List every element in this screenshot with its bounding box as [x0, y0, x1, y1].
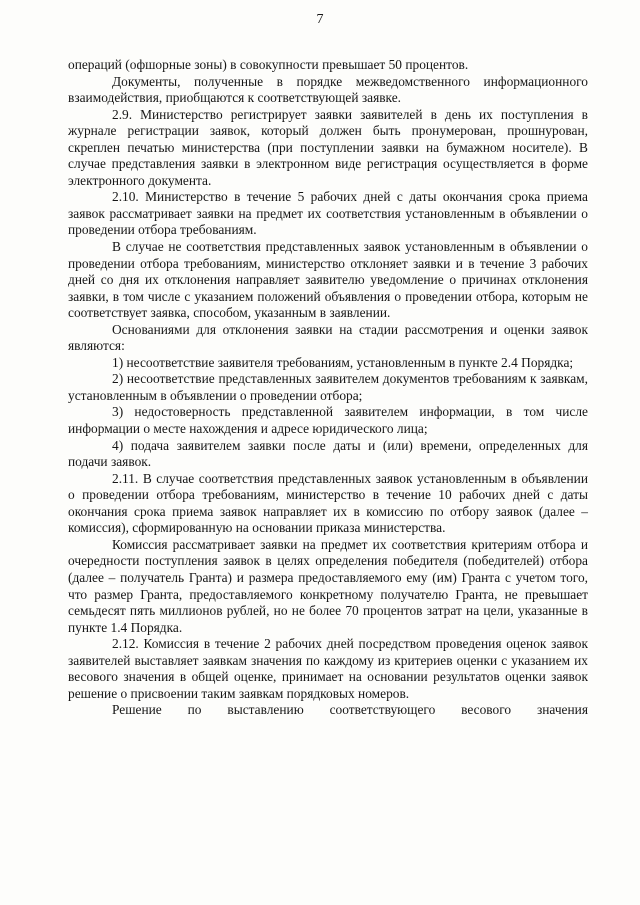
paragraph: 2.10. Министерство в течение 5 рабочих дней с даты окончания срока приема заявок рассматривает заявки на предмет их соответствия установленным в объявлении о проведении отбора требованиям. — [68, 189, 588, 238]
page-number: 7 — [316, 12, 324, 27]
paragraph: Основаниями для отклонения заявки на стадии рассмотрения и оценки заявок являются: — [68, 321, 588, 354]
paragraph: 3) недостоверность представленной заявителем информации, в том числе информации о месте нахождения и адресе юридического лица; — [68, 404, 588, 437]
paragraph: 2.11. В случае соответствия представленных заявок установленным в объявлении о проведении отбора требованиям, министерство в течение 10 рабочих дней с даты окончания срока приема заявок направляет их в комиссию по отбору заявок (далее – комиссия), сформированную на основании приказа министерства. — [68, 470, 588, 536]
paragraph: Документы, полученные в порядке межведомственного информационного взаимодействия, приобщаются к соответствующей заявке. — [68, 73, 588, 106]
paragraph: В случае не соответствия представленных заявок установленным в объявлении о проведении отбора требованиям, министерство отклоняет заявки и в течение 3 рабочих дней со дня их отклонения направляет заявителю уведомление о причинах отклонения заявки, в том числе с указанием положений объявления о проведении отбора, которым не соответствует заявка, способом, указанным в заявлении. — [68, 239, 588, 321]
paragraph: Решение по выставлению соответствующего весового значения — [112, 702, 588, 718]
paragraph: Комиссия рассматривает заявки на предмет их соответствия критериям отбора и очередности поступления заявок в целях определения победителя (победителей) отбора (далее – получатель Гранта) и размера предоставляемого ему (им) Гранта с учетом того, что размер Гранта, предоставляемого конкретному получателю Гранта, не превышает семьдесят пять миллионов рублей, но не более 70 процентов затрат на цели, указанные в пункте 1.4 Порядка. — [68, 536, 588, 635]
paragraph: 2) несоответствие представленных заявителем документов требованиям к заявкам, установленным в объявлении о проведении отбора; — [68, 371, 588, 403]
document-body — [68, 57, 588, 719]
paragraph: 1) несоответствие заявителя требованиям, установленным в пункте 2.4 Порядка; — [112, 354, 574, 370]
paragraph: 2.9. Министерство регистрирует заявки заявителей в день их поступления в журнале регистрации заявок, который должен быть пронумерован, прошнурован, скреплен печатью министерства (при поступлении заявки на бумажном носителе). В случае представления заявки в электронном виде регистрация осуществляется в форме электронного документа. — [68, 106, 588, 188]
paragraph: операций (офшорные зоны) в совокупности превышает 50 процентов. — [68, 57, 469, 72]
paragraph: 2.12. Комиссия в течение 2 рабочих дней посредством проведения оценок заявок заявителей выставляет заявкам значения по каждому из критериев оценки с указанием их весового значения в общей оценке, принимает на основании результатов оценки заявок решение о присвоении таким заявкам порядковых номеров. — [68, 636, 588, 701]
paragraph: 4) подача заявителем заявки после даты и (или) времени, определенных для подачи заявок. — [68, 437, 588, 470]
